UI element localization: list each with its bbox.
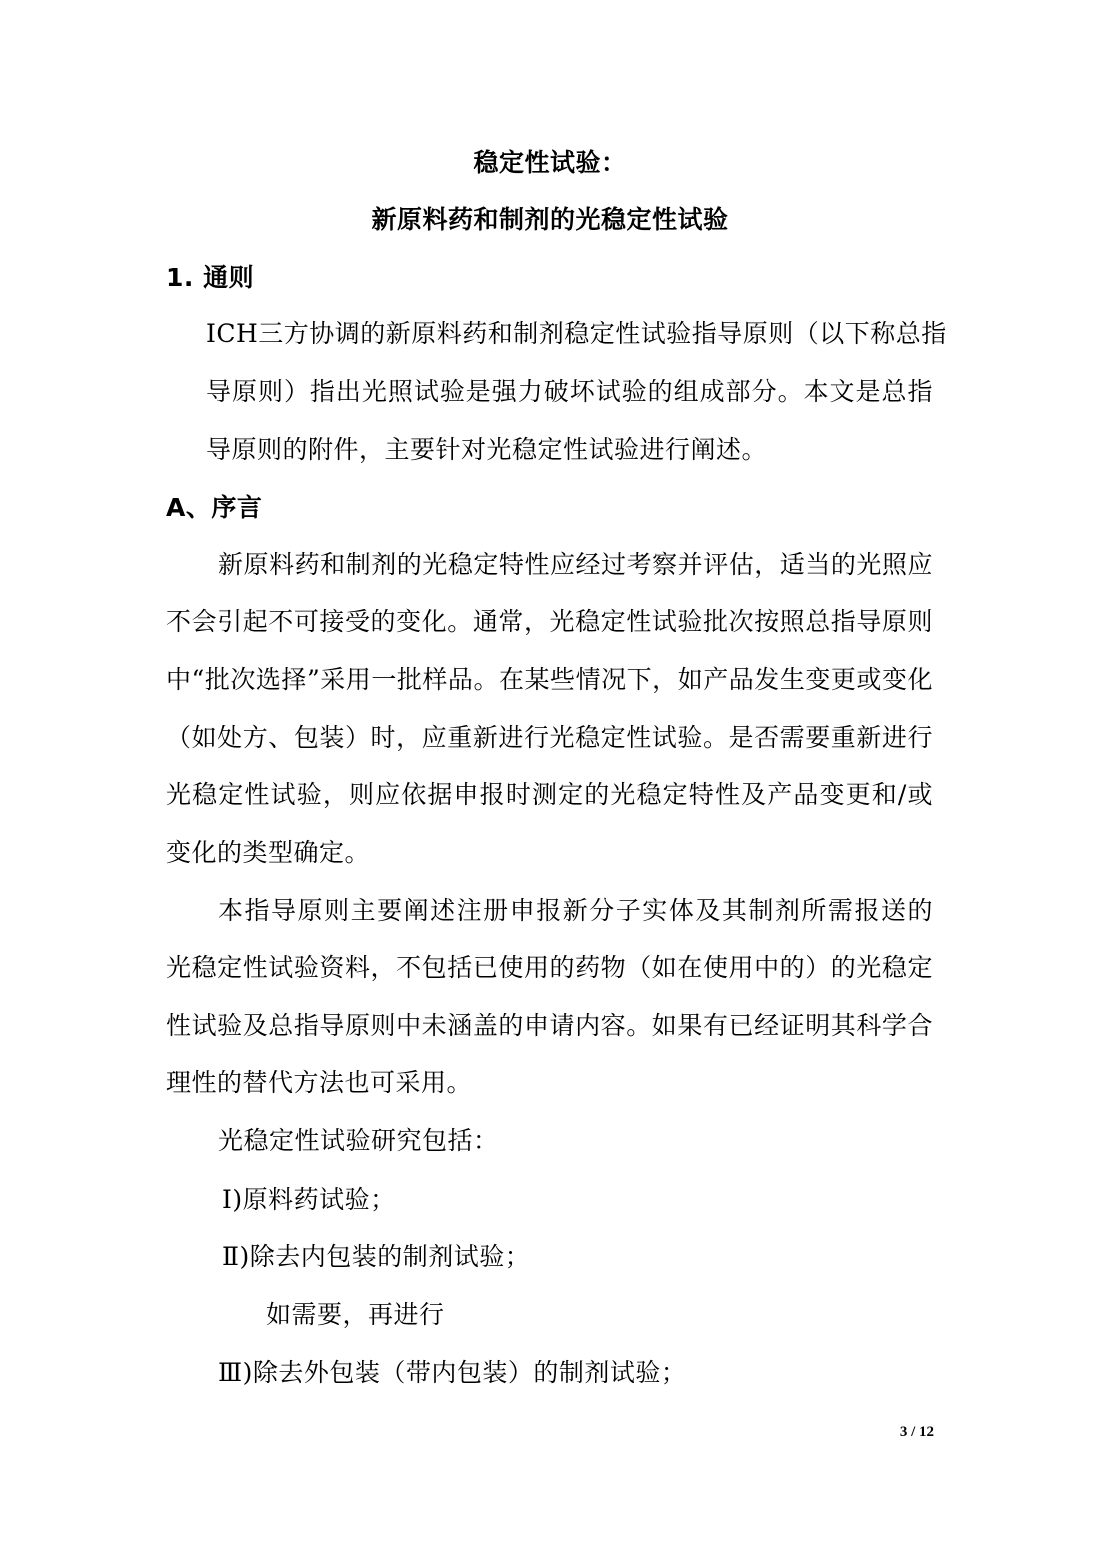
paragraph-line: 中“批次选择”采用一批样品。在某些情况下，如产品发生变更或变化 bbox=[166, 665, 933, 694]
paragraph-line: 导原则的附件，主要针对光稳定性试验进行阐述。 bbox=[206, 435, 768, 464]
paragraph-line: 导原则）指出光照试验是强力破坏试验的组成部分。本文是总指 bbox=[206, 377, 933, 406]
list-item-note: 如需要，再进行 bbox=[266, 1300, 445, 1329]
document-subtitle: 新原料药和制剂的光稳定性试验 bbox=[371, 205, 729, 234]
paragraph-line: 变化的类型确定。 bbox=[166, 838, 371, 867]
paragraph-line: 光稳定性试验资料，不包括已使用的药物（如在使用中的）的光稳定 bbox=[166, 953, 933, 982]
paragraph-line: 性试验及总指导原则中未涵盖的申请内容。如果有已经证明其科学合 bbox=[166, 1011, 933, 1040]
section-heading-preface: A、序言 bbox=[166, 493, 263, 522]
list-item: Ⅰ)原料药试验； bbox=[222, 1185, 396, 1214]
paragraph-line: 本指导原则主要阐述注册申报新分子实体及其制剂所需报送的 bbox=[218, 896, 933, 925]
paragraph-line: 新原料药和制剂的光稳定特性应经过考察并评估，适当的光照应 bbox=[218, 550, 933, 579]
study-intro: 光稳定性试验研究包括： bbox=[218, 1126, 499, 1155]
paragraph-line: 不会引起不可接受的变化。通常，光稳定性试验批次按照总指导原则 bbox=[166, 607, 933, 636]
paragraph-line: （如处方、包装）时，应重新进行光稳定性试验。是否需要重新进行 bbox=[166, 723, 933, 752]
page-number: 3 / 12 bbox=[899, 1424, 934, 1440]
list-item: Ⅲ)除去外包装（带内包装）的制剂试验； bbox=[218, 1358, 687, 1387]
paragraph-line: 光稳定性试验，则应依据申报时测定的光稳定特性及产品变更和/或 bbox=[166, 780, 933, 809]
paragraph-line: 理性的替代方法也可采用。 bbox=[166, 1068, 473, 1097]
list-item: Ⅱ)除去内包装的制剂试验； bbox=[222, 1242, 531, 1271]
document-title: 稳定性试验： bbox=[473, 148, 627, 177]
section-heading-general: 1. 通则 bbox=[166, 263, 255, 292]
paragraph-line: ICH三方协调的新原料药和制剂稳定性试验指导原则（以下称总指 bbox=[206, 319, 947, 348]
